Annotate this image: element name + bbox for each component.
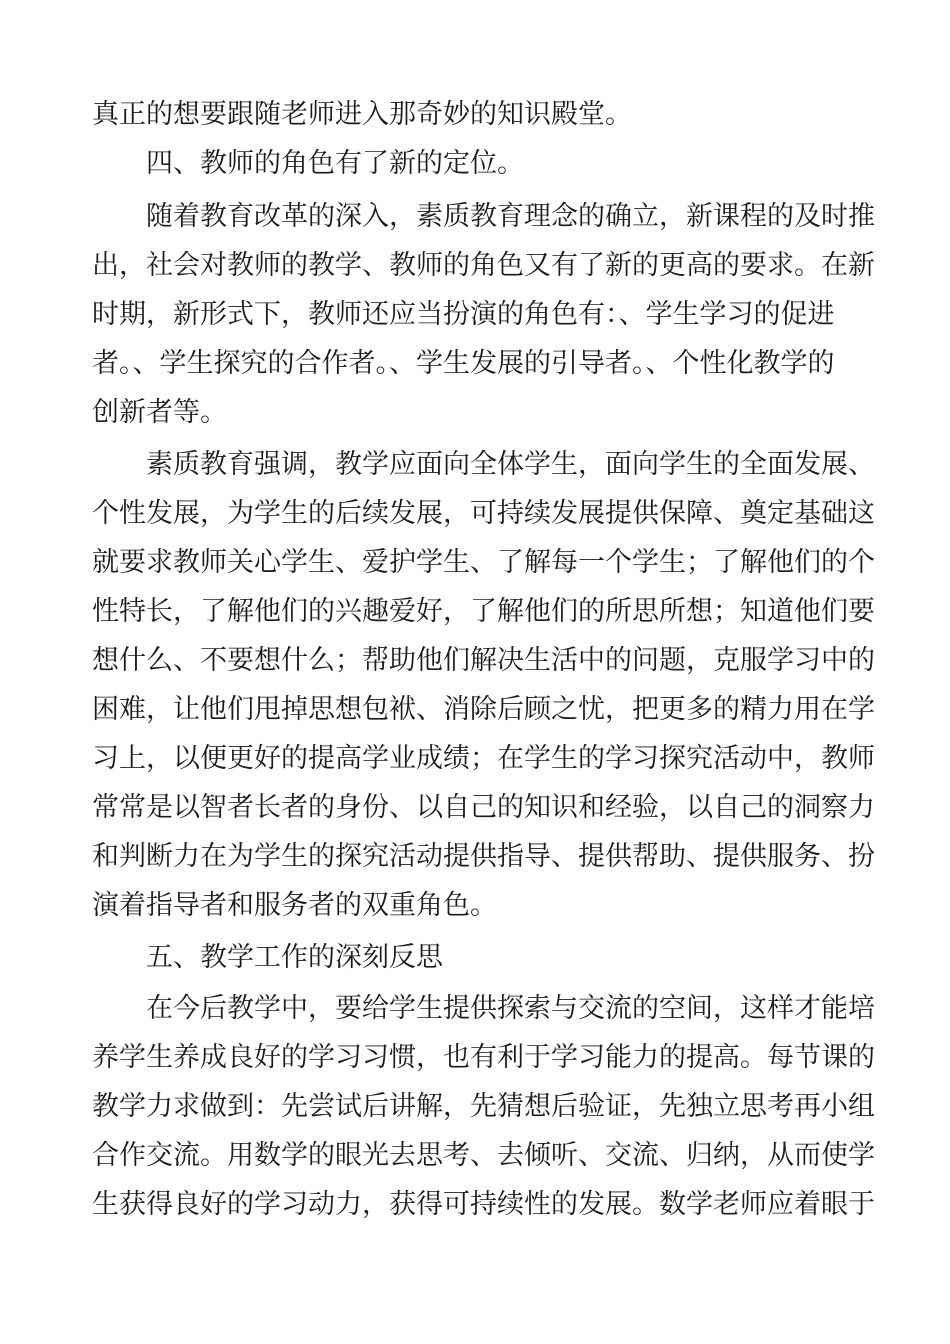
text-line: 出，社会对教师的教学、教师的角色又有了新的更高的要求。在新 xyxy=(92,250,875,281)
text-line: 想什么、不要想什么；帮助他们解决生活中的问题，克服学习中的 xyxy=(92,645,875,676)
section-heading: 五、教学工作的深刻反思 xyxy=(146,942,443,973)
text-line: 和判断力在为学生的探究活动提供指导、提供帮助、提供服务、扮 xyxy=(92,841,875,872)
text-line: 生获得良好的学习动力，获得可持续性的发展。数学老师应着眼于 xyxy=(92,1189,875,1220)
text-line: 性特长，了解他们的兴趣爱好，了解他们的所思所想；知道他们要 xyxy=(92,596,875,627)
text-line: 教学力求做到：先尝试后讲解，先猜想后验证，先独立思考再小组 xyxy=(92,1091,875,1122)
text-line: 合作交流。用数学的眼光去思考、去倾听、交流、归纳，从而使学 xyxy=(92,1140,875,1171)
text-line: 个性发展，为学生的后续发展，可持续发展提供保障、奠定基础这 xyxy=(92,498,875,529)
text-line: 者。、学生探究的合作者。、学生发展的引导者。、个性化教学的 xyxy=(92,348,835,379)
text-line: 真正的想要跟随老师进入那奇妙的知识殿堂。 xyxy=(92,99,632,130)
section-heading: 四、教师的角色有了新的定位。 xyxy=(146,148,524,179)
text-line: 演着指导者和服务者的双重角色。 xyxy=(92,890,497,921)
text-line: 随着教育改革的深入，素质教育理念的确立，新课程的及时推 xyxy=(146,201,875,232)
text-line: 在今后教学中，要给学生提供探索与交流的空间，这样才能培 xyxy=(146,993,875,1024)
text-line: 就要求教师关心学生、爱护学生、了解每一个学生；了解他们的个 xyxy=(92,547,875,578)
text-line: 困难，让他们甩掉思想包袱、消除后顾之忧，把更多的精力用在学 xyxy=(92,694,875,725)
text-line: 时期，新形式下，教师还应当扮演的角色有：、学生学习的促进 xyxy=(92,299,835,330)
text-line: 养学生养成良好的学习习惯，也有利于学习能力的提高。每节课的 xyxy=(92,1042,875,1073)
text-line: 常常是以智者长者的身份、以自己的知识和经验，以自己的洞察力 xyxy=(92,792,875,823)
text-line: 习上，以便更好的提高学业成绩；在学生的学习探究活动中，教师 xyxy=(92,743,875,774)
text-line: 素质教育强调，教学应面向全体学生，面向学生的全面发展、 xyxy=(146,449,875,480)
text-line: 创新者等。 xyxy=(92,397,227,428)
